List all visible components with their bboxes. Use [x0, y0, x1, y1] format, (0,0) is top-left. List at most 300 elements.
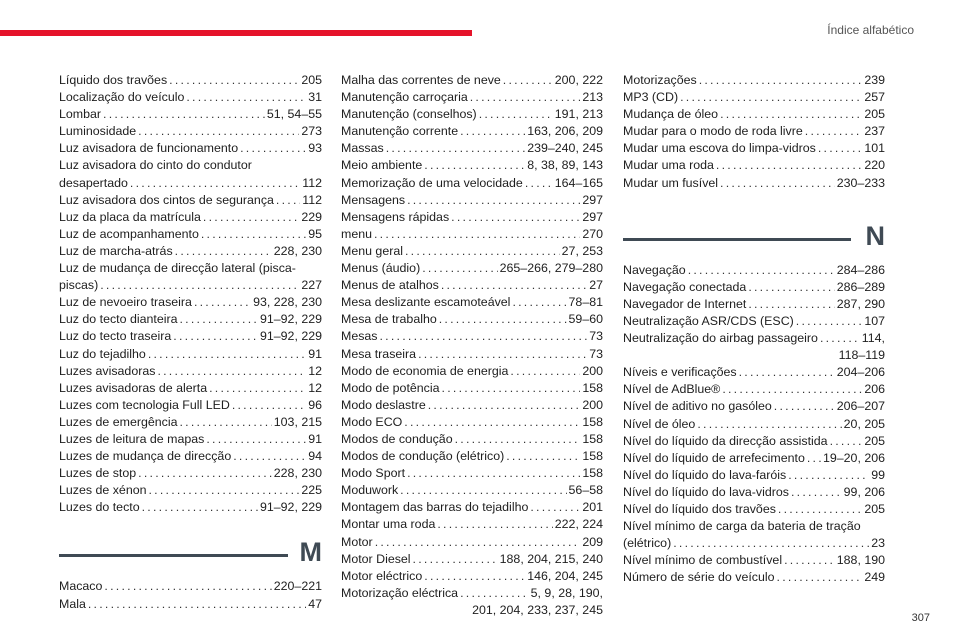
- entry-line: [59, 380, 322, 397]
- entry-line: [59, 414, 322, 431]
- entry-term: Modos de condução: [341, 431, 453, 446]
- index-entry: [59, 499, 322, 516]
- index-entry: [341, 448, 603, 465]
- entry-line: [623, 330, 885, 347]
- index-entry: [341, 465, 603, 482]
- entry-line: [623, 313, 885, 330]
- dot-leader: [157, 363, 306, 380]
- entry-term-continued: piscas): [59, 278, 99, 293]
- dot-leader: [451, 209, 580, 226]
- entry-term: Navegação conectada: [623, 279, 747, 294]
- entry-term-continued: (elétrico): [623, 536, 672, 551]
- index-entry: [341, 123, 603, 140]
- entry-term: Manutenção carroçaria: [341, 90, 468, 105]
- entry-pages: 188, 190: [836, 553, 885, 568]
- entry-pages: 91–92, 229: [259, 312, 322, 327]
- index-entry: [59, 140, 322, 157]
- entry-term: Nível mínimo de combustível: [623, 553, 783, 568]
- dot-leader: [442, 380, 581, 397]
- entry-line: [623, 296, 885, 313]
- entry-term: Mudar uma escova do limpa-vidros: [623, 141, 816, 156]
- index-entry: [341, 516, 603, 533]
- index-entry: [623, 123, 885, 140]
- dot-leader: [748, 296, 834, 313]
- dot-leader: [186, 89, 306, 106]
- entry-pages: 51, 54–55: [266, 107, 322, 122]
- entry-term: Nível mínimo de carga da bateria de tração: [623, 519, 861, 534]
- entry-term: Neutralização do airbag passageiro: [623, 331, 818, 346]
- entry-term: Luz da placa da matrícula: [59, 209, 201, 224]
- entry-line: [341, 209, 603, 226]
- dot-leader: [506, 448, 580, 465]
- dot-leader: [194, 294, 251, 311]
- index-entry: [59, 578, 322, 595]
- index-column-1: [59, 72, 322, 613]
- dot-leader: [503, 72, 553, 89]
- entry-term: Nível do líquido do lava-faróis: [623, 467, 787, 482]
- entry-term: Mudar um fusível: [623, 175, 719, 190]
- entry-term: Nível de óleo: [623, 416, 696, 431]
- dot-leader: [441, 277, 587, 294]
- dot-leader: [774, 398, 835, 415]
- entry-line: [623, 501, 885, 518]
- entry-term: Luzes avisadoras de alerta: [59, 380, 208, 395]
- entry-line: [59, 89, 322, 106]
- entry-line: [341, 551, 603, 568]
- entry-term: Navegador de Internet: [623, 296, 747, 311]
- entry-term: Montagem das barras do tejadilho: [341, 500, 529, 515]
- entry-line: [623, 535, 885, 552]
- entry-term: Localização do veículo: [59, 90, 185, 105]
- index-entry: [341, 277, 603, 294]
- entry-line: [341, 414, 603, 431]
- entry-pages: 220: [864, 158, 885, 173]
- dot-leader: [240, 140, 306, 157]
- entry-line: [623, 433, 885, 450]
- dot-leader: [807, 450, 821, 467]
- index-column-2: [341, 72, 603, 619]
- dot-leader: [439, 311, 567, 328]
- entry-line: [341, 277, 603, 294]
- index-entry: [623, 140, 885, 157]
- index-entry: [623, 450, 885, 467]
- entry-term: Mudar uma roda: [623, 158, 714, 173]
- index-entry: [623, 89, 885, 106]
- entry-term: Modos de condução (elétrico): [341, 449, 505, 464]
- index-list-l: [59, 72, 322, 516]
- dot-leader: [375, 534, 581, 551]
- dot-leader: [418, 346, 587, 363]
- section-rule: [59, 554, 288, 557]
- index-entry: [623, 501, 885, 518]
- entry-line: [341, 328, 603, 345]
- section-divider-n: [623, 222, 885, 258]
- entry-term: Luz do tejadilho: [59, 346, 146, 361]
- entry-term: Nível de AdBlue®: [623, 382, 721, 397]
- entry-term: Nível do líquido de arrefecimento: [623, 450, 805, 465]
- entry-term: Luz avisadora do cinto do condutor: [59, 158, 252, 173]
- dot-leader: [739, 364, 835, 381]
- dot-leader: [777, 569, 863, 586]
- entry-line: [341, 516, 603, 533]
- dot-leader: [680, 89, 862, 106]
- entry-pages: 225: [301, 483, 322, 498]
- entry-term: Montar uma roda: [341, 517, 436, 532]
- entry-pages: 73: [589, 329, 603, 344]
- entry-pages: 222, 224: [554, 517, 603, 532]
- entry-pages: 229: [301, 209, 322, 224]
- entry-line: [59, 106, 322, 123]
- index-entry: [59, 363, 322, 380]
- dot-leader: [791, 484, 842, 501]
- entry-pages: 91: [308, 346, 322, 361]
- entry-line: [59, 397, 322, 414]
- dot-leader: [530, 499, 580, 516]
- entry-term: Mesa deslizante escamoteável: [341, 295, 511, 310]
- entry-line: [623, 552, 885, 569]
- index-entry: [341, 140, 603, 157]
- index-entry: [341, 226, 603, 243]
- entry-pages: 273: [301, 124, 322, 139]
- entry-term: Luz de mudança de direcção lateral (pisca-: [59, 261, 296, 276]
- entry-pages: 114,: [861, 331, 885, 346]
- entry-line: [623, 157, 885, 174]
- index-column-3: [623, 72, 885, 586]
- entry-line: [59, 226, 322, 243]
- dot-leader: [830, 433, 863, 450]
- dot-leader: [422, 260, 497, 277]
- entry-line: [623, 140, 885, 157]
- dot-leader: [103, 106, 265, 123]
- index-entry: [623, 313, 885, 330]
- dot-leader: [142, 499, 258, 516]
- entry-term: Nível do líquido da direcção assistida: [623, 433, 828, 448]
- entry-line: [341, 568, 603, 585]
- entry-pages: 228, 230: [273, 243, 322, 258]
- dot-leader: [413, 551, 498, 568]
- entry-line: [59, 431, 322, 448]
- entry-pages: 286–289: [836, 279, 885, 294]
- entry-pages: 158: [582, 414, 603, 429]
- entry-pages: 265–266, 279–280: [499, 261, 603, 276]
- entry-term: Motorização eléctrica: [341, 585, 459, 600]
- index-entry: [341, 346, 603, 363]
- index-entry: [623, 296, 885, 313]
- index-entry: [59, 346, 322, 363]
- index-entry: [59, 328, 322, 345]
- entry-term: Neutralização ASR/CDS (ESC): [623, 313, 794, 328]
- entry-pages: 206–207: [836, 399, 885, 414]
- entry-term: Luzes com tecnologia Full LED: [59, 397, 230, 412]
- entry-term: Mensagens: [341, 192, 406, 207]
- index-entry: [623, 330, 885, 364]
- entry-pages: 188, 204, 215, 240: [499, 551, 603, 566]
- index-entry: [623, 279, 885, 296]
- entry-line: [59, 578, 322, 595]
- entry-pages: 78–81: [568, 295, 603, 310]
- index-entry: [341, 380, 603, 397]
- entry-line: [341, 243, 603, 260]
- index-entry: [59, 260, 322, 294]
- entry-line: [59, 140, 322, 157]
- entry-term: Luz do tecto dianteira: [59, 312, 178, 327]
- entry-term: Modo de economia de energia: [341, 363, 509, 378]
- index-entry: [59, 596, 322, 613]
- entry-term: Moduwork: [341, 483, 399, 498]
- index-entry: [341, 585, 603, 619]
- entry-pages: 270: [582, 226, 603, 241]
- entry-term: Massas: [341, 141, 384, 156]
- index-entry: [341, 175, 603, 192]
- entry-pages: 107: [864, 313, 885, 328]
- entry-line: [59, 346, 322, 363]
- entry-pages: 205: [301, 73, 322, 87]
- entry-term: Nível do líquido do lava-vidros: [623, 484, 789, 499]
- index-entry: [623, 467, 885, 484]
- entry-pages: 99, 206: [843, 484, 885, 499]
- entry-pages: 297: [582, 209, 603, 224]
- entry-pages: 91–92, 229: [259, 500, 322, 515]
- page-number: 307: [911, 612, 930, 624]
- entry-pages-continued: 118–119: [838, 348, 885, 363]
- entry-line: [341, 448, 603, 465]
- dot-leader: [820, 330, 860, 347]
- entry-line: [59, 311, 322, 328]
- dot-leader: [175, 243, 272, 260]
- entry-pages: 297: [582, 192, 603, 207]
- index-entry: [59, 209, 322, 226]
- entry-term: menu: [341, 226, 372, 241]
- index-entry: [341, 311, 603, 328]
- dot-leader: [149, 482, 300, 499]
- entry-pages: 200: [582, 363, 603, 378]
- entry-term: Motor eléctrico: [341, 568, 423, 583]
- entry-line: [341, 294, 603, 311]
- entry-term: Memorização de uma velocidade: [341, 175, 523, 190]
- index-entry: [341, 534, 603, 551]
- index-entry: [341, 499, 603, 516]
- entry-line: [623, 279, 885, 296]
- entry-pages: 239–240, 245: [527, 141, 603, 156]
- entry-line: [59, 294, 322, 311]
- dot-leader: [796, 313, 863, 330]
- entry-line: [341, 311, 603, 328]
- entry-line: [59, 363, 322, 380]
- index-entry: [59, 311, 322, 328]
- index-entry: [59, 123, 322, 140]
- index-entry: [341, 294, 603, 311]
- dot-leader: [104, 578, 271, 595]
- entry-pages: 227: [301, 278, 322, 293]
- index-entry: [59, 89, 322, 106]
- entry-pages: 239: [864, 73, 885, 87]
- entry-pages: 12: [308, 380, 322, 395]
- entry-term-continued: desapertado: [59, 175, 128, 190]
- entry-pages: 158: [582, 466, 603, 481]
- entry-line: [59, 482, 322, 499]
- dot-leader: [179, 311, 258, 328]
- entry-term: Mala: [59, 596, 86, 611]
- index-entry: [341, 431, 603, 448]
- entry-pages: 191, 213: [554, 107, 603, 122]
- index-entry: [341, 260, 603, 277]
- entry-pages: 257: [864, 90, 885, 105]
- index-entry: [59, 397, 322, 414]
- index-entry: [59, 106, 322, 123]
- dot-leader: [209, 380, 306, 397]
- index-entry: [59, 431, 322, 448]
- entry-term: Mudança de óleo: [623, 107, 719, 122]
- dot-leader: [460, 123, 525, 140]
- entry-pages: 103, 215: [273, 414, 322, 429]
- entry-term: Luz avisadora dos cintos de segurança: [59, 192, 274, 207]
- entry-line: [341, 363, 603, 380]
- entry-pages: 8, 38, 89, 143: [527, 158, 603, 173]
- dot-leader: [173, 328, 258, 345]
- entry-pages: 200, 222: [554, 73, 603, 87]
- entry-term: Modo deslastre: [341, 397, 426, 412]
- entry-pages-continued: 201, 204, 233, 237, 245: [472, 602, 603, 617]
- entry-term: Manutenção corrente: [341, 124, 459, 139]
- index-entry: [59, 192, 322, 209]
- dot-leader: [148, 346, 306, 363]
- dot-leader: [424, 157, 525, 174]
- entry-term: Nível do líquido dos travões: [623, 501, 776, 516]
- entry-pages: 284–286: [836, 262, 885, 277]
- section-divider-m: [59, 538, 322, 574]
- entry-term: Luminosidade: [59, 124, 137, 139]
- index-entry: [341, 243, 603, 260]
- entry-pages: 204–206: [836, 365, 885, 380]
- entry-pages: 47: [308, 596, 322, 611]
- index-entry: [59, 157, 322, 191]
- entry-term: Modo ECO: [341, 414, 403, 429]
- entry-line: [623, 381, 885, 398]
- dot-leader: [722, 381, 862, 398]
- entry-term: Níveis e verificações: [623, 365, 737, 380]
- entry-line: [623, 364, 885, 381]
- index-entry: [341, 72, 603, 89]
- entry-term: Lombar: [59, 107, 102, 122]
- entry-pages: 27: [589, 278, 603, 293]
- entry-line: [59, 209, 322, 226]
- index-list-m: [59, 578, 322, 612]
- entry-term: Navegação: [623, 262, 686, 277]
- entry-term: Luzes de stop: [59, 466, 137, 481]
- index-entry: [341, 157, 603, 174]
- index-entry: [623, 416, 885, 433]
- index-entry: [341, 209, 603, 226]
- entry-pages: 20, 205: [843, 416, 885, 431]
- entry-term: Luz de acompanhamento: [59, 226, 199, 241]
- entry-line: [59, 175, 322, 192]
- entry-line: [341, 157, 603, 174]
- dot-leader: [479, 106, 553, 123]
- entry-line: [59, 596, 322, 613]
- dot-leader: [788, 467, 869, 484]
- index-entry: [623, 518, 885, 552]
- entry-line: [623, 398, 885, 415]
- entry-pages: 237: [864, 124, 885, 139]
- entry-term: Motorizações: [623, 73, 697, 87]
- entry-line: [341, 226, 603, 243]
- entry-term: Luzes de emergência: [59, 414, 178, 429]
- dot-leader: [510, 363, 580, 380]
- entry-term: Luzes de leitura de mapas: [59, 431, 205, 446]
- index-entry: [59, 414, 322, 431]
- entry-term: Mensagens rápidas: [341, 209, 450, 224]
- dot-leader: [233, 448, 306, 465]
- entry-line: [623, 484, 885, 501]
- entry-term: Luz de nevoeiro traseira: [59, 295, 192, 310]
- entry-term: Mesas: [341, 329, 378, 344]
- entry-pages: 158: [582, 449, 603, 464]
- entry-pages: 101: [864, 141, 885, 156]
- index-entry: [623, 552, 885, 569]
- entry-line: [59, 123, 322, 140]
- index-entry: [59, 72, 322, 89]
- index-entry: [341, 106, 603, 123]
- entry-term: Luz avisadora de funcionamento: [59, 141, 239, 156]
- index-entry: [623, 72, 885, 89]
- index-entry: [623, 398, 885, 415]
- dot-leader: [818, 140, 862, 157]
- dot-leader: [374, 226, 580, 243]
- entry-line: [341, 431, 603, 448]
- entry-term: Menus (áudio): [341, 261, 421, 276]
- entry-term: Malha das correntes de neve: [341, 73, 501, 87]
- entry-pages: 205: [864, 433, 885, 448]
- page-header-title: Índice alfabético: [827, 23, 914, 37]
- entry-pages: 5, 9, 28, 190,: [530, 585, 603, 600]
- entry-line: [341, 346, 603, 363]
- index-entry: [341, 192, 603, 209]
- dot-leader: [203, 209, 299, 226]
- entry-line: [623, 89, 885, 106]
- entry-line: [341, 585, 603, 602]
- dot-leader: [673, 535, 869, 552]
- entry-pages: 56–58: [568, 483, 603, 498]
- index-entry: [341, 482, 603, 499]
- entry-term: Motor Diesel: [341, 551, 411, 566]
- dot-leader: [179, 414, 271, 431]
- entry-term: Macaco: [59, 579, 103, 594]
- entry-line: [341, 140, 603, 157]
- entry-pages: 287, 290: [836, 296, 885, 311]
- dot-leader: [404, 414, 580, 431]
- entry-pages: 249: [864, 570, 885, 585]
- entry-line: [341, 72, 603, 89]
- index-entry: [623, 381, 885, 398]
- entry-pages: 112: [302, 175, 322, 190]
- dot-leader: [460, 585, 529, 602]
- dot-leader: [697, 416, 841, 433]
- dot-leader: [470, 89, 581, 106]
- section-letter-n: N: [865, 220, 885, 251]
- entry-pages: 31: [308, 90, 322, 105]
- index-entry: [341, 328, 603, 345]
- dot-leader: [405, 243, 560, 260]
- entry-term: Mesa de trabalho: [341, 312, 437, 327]
- entry-pages: 112: [302, 192, 322, 207]
- dot-leader: [201, 226, 306, 243]
- dot-leader: [428, 397, 581, 414]
- dot-leader: [784, 552, 835, 569]
- entry-line: [341, 260, 603, 277]
- entry-pages: 23: [871, 536, 885, 551]
- entry-line: [341, 397, 603, 414]
- index-entry: [59, 226, 322, 243]
